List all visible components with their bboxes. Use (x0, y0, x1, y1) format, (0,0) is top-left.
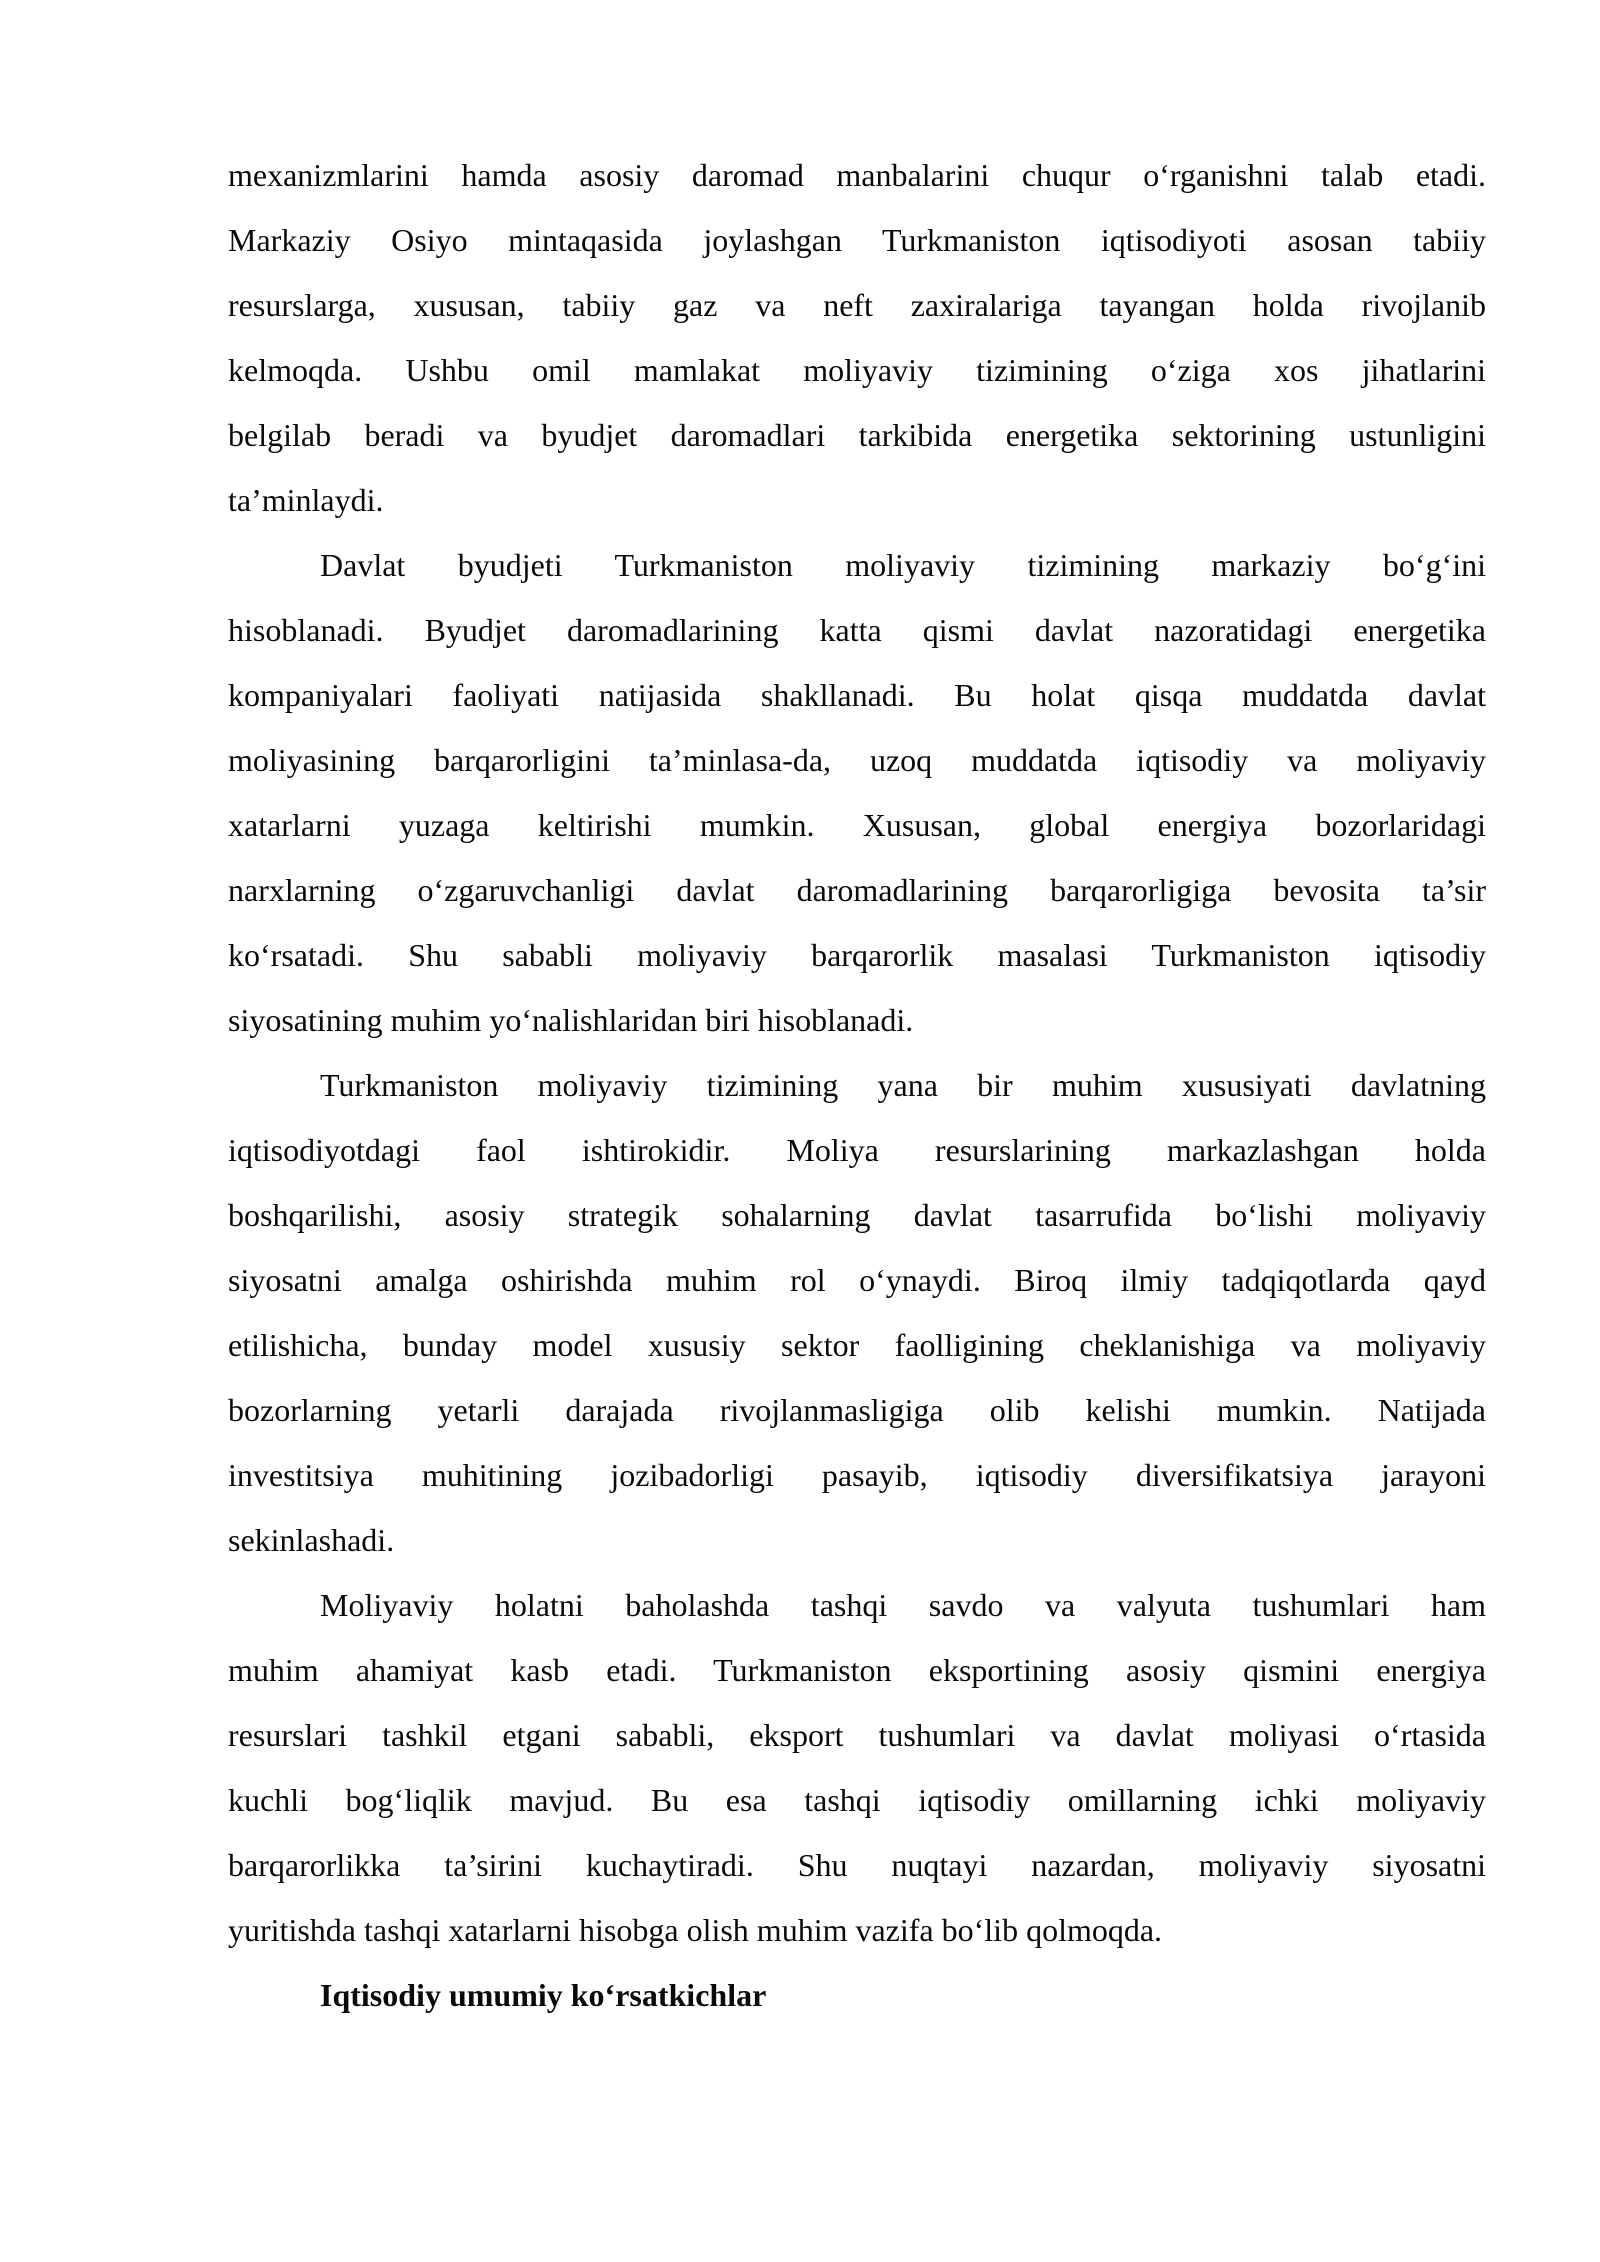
paragraph-4-line-6: yuritishda tashqi xatarlarni hisobga olish muhim vazifa bo‘lib qolmoqda. (228, 1912, 1163, 1948)
paragraph-2-line-6: narxlarning o‘zgaruvchanligi davlat daromadlarining barqarorligiga bevosita ta’sir (228, 872, 1486, 908)
paragraph-4-line-5: barqarorlikka ta’sirini kuchaytiradi. Shu nuqtayi nazardan, moliyaviy siyosatni (228, 1847, 1486, 1883)
paragraph-2-line-7: ko‘rsatadi. Shu sababli moliyaviy barqarorlik masalasi Turkmaniston iqtisodiy (228, 937, 1486, 973)
paragraph-3-line-8: sekinlashadi. (228, 1522, 395, 1558)
paragraph-1-line-2: Markaziy Osiyo mintaqasida joylashgan Turkmaniston iqtisodiyoti asosan tabiiy (228, 222, 1486, 258)
document-text (228, 143, 1486, 2028)
paragraph-3-line-7: investitsiya muhitining jozibadorligi pasayib, iqtisodiy diversifikatsiya jarayoni (228, 1457, 1486, 1493)
paragraph-4-line-3: resurslari tashkil etgani sababli, eksport tushumlari va davlat moliyasi o‘rtasida (228, 1717, 1486, 1753)
section-heading: Iqtisodiy umumiy ko‘rsatkichlar (320, 1977, 767, 2013)
paragraph-4-line-2: muhim ahamiyat kasb etadi. Turkmaniston eksportining asosiy qismini energiya (228, 1652, 1486, 1688)
paragraph-3-line-4: siyosatni amalga oshirishda muhim rol o‘ynaydi. Biroq ilmiy tadqiqotlarda qayd (228, 1262, 1486, 1298)
paragraph-1-line-1: mexanizmlarini hamda asosiy daromad manbalarini chuqur o‘rganishni talab etadi. (228, 157, 1486, 193)
paragraph-3-line-1: Turkmaniston moliyaviy tizimining yana bir muhim xususiyati davlatning (320, 1067, 1486, 1103)
paragraph-4-line-1: Moliyaviy holatni baholashda tashqi savdo va valyuta tushumlari ham (320, 1587, 1486, 1623)
paragraph-2-line-5: xatarlarni yuzaga keltirishi mumkin. Xususan, global energiya bozorlaridagi (228, 807, 1486, 843)
paragraph-1-line-3: resurslarga, xususan, tabiiy gaz va neft zaxiralariga tayangan holda rivojlanib (228, 287, 1486, 323)
paragraph-2-line-4: moliyasining barqarorligini ta’minlasa-da, uzoq muddatda iqtisodiy va moliyaviy (228, 742, 1486, 778)
paragraph-2-line-2: hisoblanadi. Byudjet daromadlarining katta qismi davlat nazoratidagi energetika (228, 612, 1486, 648)
paragraph-1-line-5: belgilab beradi va byudjet daromadlari tarkibida energetika sektorining ustunligini (228, 417, 1486, 453)
paragraph-2-line-8: siyosatining muhim yo‘nalishlaridan biri hisoblanadi. (228, 1002, 914, 1038)
paragraph-3-line-6: bozorlarning yetarli darajada rivojlanmasligiga olib kelishi mumkin. Natijada (228, 1392, 1486, 1428)
paragraph-1-line-4: kelmoqda. Ushbu omil mamlakat moliyaviy tizimining o‘ziga xos jihatlarini (228, 352, 1486, 388)
paragraph-2-line-1: Davlat byudjeti Turkmaniston moliyaviy tizimining markaziy bo‘g‘ini (320, 547, 1486, 583)
paragraph-3-line-2: iqtisodiyotdagi faol ishtirokidir. Moliya resurslarining markazlashgan holda (228, 1132, 1486, 1168)
paragraph-3-line-3: boshqarilishi, asosiy strategik sohalarning davlat tasarrufida bo‘lishi moliyaviy (228, 1197, 1486, 1233)
paragraph-1-line-6: ta’minlaydi. (228, 482, 384, 518)
paragraph-4-line-4: kuchli bog‘liqlik mavjud. Bu esa tashqi iqtisodiy omillarning ichki moliyaviy (228, 1782, 1486, 1818)
paragraph-2-line-3: kompaniyalari faoliyati natijasida shakllanadi. Bu holat qisqa muddatda davlat (228, 677, 1486, 713)
paragraph-3-line-5: etilishicha, bunday model xususiy sektor faolligining cheklanishiga va moliyaviy (228, 1327, 1486, 1363)
